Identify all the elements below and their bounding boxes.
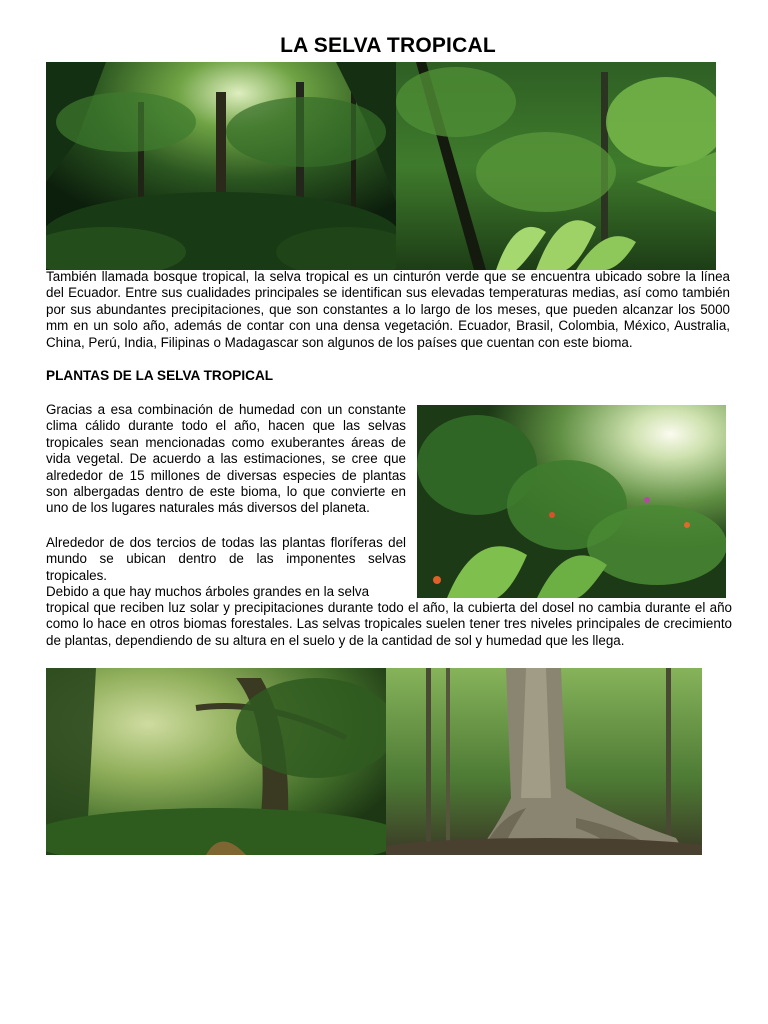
rainforest-canopy-photo <box>46 62 396 270</box>
plants-paragraph-1: Gracias a esa combinación de humedad con un constante clima cálido durante todo el año, hacen que las selvas tropicales sean mencionadas como exuberantes áreas de vida vegetal. De acuerdo a las estimaciones, se cree que alrededor de 15 millones de diversas especies de plantas son albergadas dentro de este bioma, lo que convierte en uno de los lugares naturales más diversos del planeta. <box>46 402 406 516</box>
misty-forest-photo <box>46 668 386 855</box>
jungle-leaves-photo <box>396 62 716 270</box>
plants-paragraph-3a: Debido a que hay muchos árboles grandes en la selva <box>46 584 370 599</box>
plants-paragraph-3b: tropical que reciben luz solar y precipitaciones durante todo el año, la cubierta del dosel no cambia durante el año como lo hace en otros biomas forestales. Las selvas tropicales suelen tener tres niveles principales de crecimiento de plantas, dependiendo de su altura en el suelo y de la cantidad de sol y humedad que les llega. <box>46 600 732 648</box>
intro-paragraph: También llamada bosque tropical, la selva tropical es un cinturón verde que se encuentra ubicado sobre la línea del Ecuador. Entre sus cualidades principales se identifican sus elevadas temperaturas medias, así como también por sus abundantes precipitaciones, que son constantes a lo largo de los meses, que pueden alcanzar los 5000 mm en un solo año, además de contar con una densa vegetación. Ecuador, Brasil, Colombia, México, Australia, China, Perú, India, Filipinas o Madagascar son algunos de los países que cuentan con este bioma. <box>46 269 730 350</box>
section-heading: PLANTAS DE LA SELVA TROPICAL <box>46 368 274 383</box>
page-title: LA SELVA TROPICAL <box>280 34 496 57</box>
jungle-monstera-photo <box>417 405 726 598</box>
buttress-roots-photo <box>386 668 702 855</box>
plants-paragraph-2: Alrededor de dos tercios de todas las plantas floríferas del mundo se ubican dentro de las imponentes selvas tropicales. <box>46 535 406 583</box>
